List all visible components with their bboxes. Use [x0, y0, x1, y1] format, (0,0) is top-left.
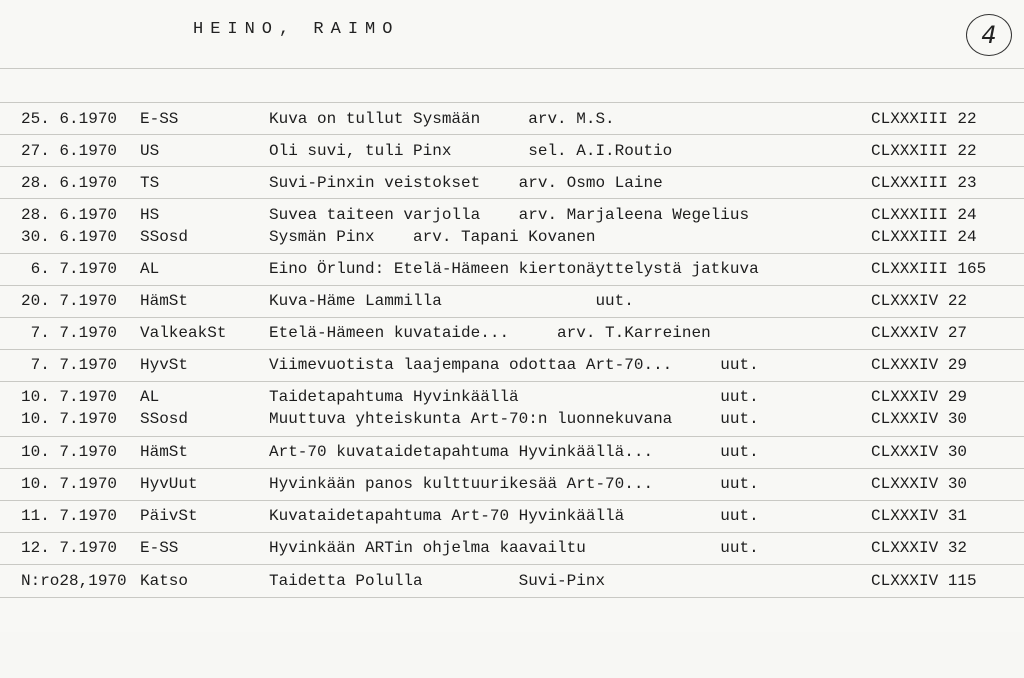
divider [0, 349, 1024, 350]
entry-row [0, 290, 1024, 312]
entry-row [0, 172, 1024, 194]
entry-row [0, 258, 1024, 280]
entry-date: 30. 6.1970 [21, 228, 118, 246]
entry-title: Suvea taiteen varjolla arv. Marjaleena Wegelius [269, 206, 750, 224]
entry-row [0, 473, 1024, 495]
entry-source: HyvUut [140, 475, 198, 493]
entry-row [0, 386, 1024, 408]
entry-reference: CLXXXIV 115 [871, 572, 977, 590]
entry-source: HämSt [140, 443, 189, 461]
entry-reference: CLXXXIV 30 [871, 475, 968, 493]
divider [0, 198, 1024, 199]
page-number-mark: 4 [966, 14, 1012, 56]
entry-date: 28. 6.1970 [21, 206, 118, 224]
entry-date: 27. 6.1970 [21, 142, 118, 160]
entry-reference: CLXXXIV 30 [871, 443, 968, 461]
entry-reference: CLXXXIII 24 [871, 206, 977, 224]
entry-date: 10. 7.1970 [21, 410, 118, 428]
entry-date: 7. 7.1970 [21, 356, 118, 374]
entry-reference: CLXXXIII 22 [871, 110, 977, 128]
entry-row [0, 537, 1024, 559]
entry-reference: CLXXXIV 29 [871, 388, 968, 406]
entry-source: SSosd [140, 228, 189, 246]
entry-source: SSosd [140, 410, 189, 428]
entry-title: Eino Örlund: Etelä-Hämeen kiertonäyttelystä jatkuva [269, 260, 759, 278]
entry-title: Etelä-Hämeen kuvataide... arv. T.Karreinen [269, 324, 711, 342]
entry-reference: CLXXXIII 23 [871, 174, 977, 192]
entry-source: HämSt [140, 292, 189, 310]
entry-source: E-SS [140, 110, 179, 128]
divider [0, 564, 1024, 565]
entry-date: 25. 6.1970 [21, 110, 118, 128]
divider [0, 166, 1024, 167]
entry-source: Katso [140, 572, 189, 590]
entry-date: 10. 7.1970 [21, 443, 118, 461]
entry-title: Taidetapahtuma Hyvinkäällä uut. [269, 388, 759, 406]
entry-source: ValkeakSt [140, 324, 227, 342]
entry-reference: CLXXXIV 32 [871, 539, 968, 557]
entry-row [0, 408, 1024, 430]
entry-date: 6. 7.1970 [21, 260, 118, 278]
entry-reference: CLXXXIV 22 [871, 292, 968, 310]
entry-title: Viimevuotista laajempana odottaa Art-70... uut. [269, 356, 759, 374]
entry-title: Kuvataidetapahtuma Art-70 Hyvinkäällä uut. [269, 507, 759, 525]
entry-title: Sysmän Pinx arv. Tapani Kovanen [269, 228, 596, 246]
entry-title: Taidetta Polulla Suvi-Pinx [269, 572, 606, 590]
entry-row [0, 108, 1024, 130]
entry-title: Kuva-Häme Lammilla uut. [269, 292, 634, 310]
entry-reference: CLXXXIV 27 [871, 324, 968, 342]
entry-date: 10. 7.1970 [21, 475, 118, 493]
entry-row [0, 570, 1024, 592]
entry-date: 10. 7.1970 [21, 388, 118, 406]
entry-title: Hyvinkään panos kulttuurikesää Art-70... uut. [269, 475, 759, 493]
entry-title: Oli suvi, tuli Pinx sel. A.I.Routio [269, 142, 673, 160]
entry-source: E-SS [140, 539, 179, 557]
entry-title: Hyvinkään ARTin ohjelma kaavailtu uut. [269, 539, 759, 557]
entry-source: HS [140, 206, 160, 224]
entry-date: 7. 7.1970 [21, 324, 118, 342]
divider [0, 68, 1024, 69]
entry-title: Art-70 kuvataidetapahtuma Hyvinkäällä... uut. [269, 443, 759, 461]
entry-reference: CLXXXIV 31 [871, 507, 968, 525]
entry-title: Suvi-Pinxin veistokset arv. Osmo Laine [269, 174, 663, 192]
divider [0, 468, 1024, 469]
divider [0, 532, 1024, 533]
entry-title: Muuttuva yhteiskunta Art-70:n luonnekuvana uut. [269, 410, 759, 428]
divider [0, 597, 1024, 598]
entry-source: HyvSt [140, 356, 189, 374]
divider [0, 134, 1024, 135]
entry-row [0, 322, 1024, 344]
entry-row [0, 226, 1024, 248]
divider [0, 436, 1024, 437]
entry-reference: CLXXXIII 22 [871, 142, 977, 160]
entry-date: 28. 6.1970 [21, 174, 118, 192]
entry-row [0, 204, 1024, 226]
divider [0, 381, 1024, 382]
entry-date: 20. 7.1970 [21, 292, 118, 310]
entry-reference: CLXXXIV 30 [871, 410, 968, 428]
divider [0, 317, 1024, 318]
divider [0, 500, 1024, 501]
entry-source: US [140, 142, 160, 160]
entry-date: 12. 7.1970 [21, 539, 118, 557]
entry-source: AL [140, 388, 160, 406]
divider [0, 285, 1024, 286]
entry-row [0, 505, 1024, 527]
entry-source: AL [140, 260, 160, 278]
entry-source: TS [140, 174, 160, 192]
entry-reference: CLXXXIII 165 [871, 260, 987, 278]
divider [0, 102, 1024, 103]
entry-row [0, 140, 1024, 162]
entry-reference: CLXXXIV 29 [871, 356, 968, 374]
entry-reference: CLXXXIII 24 [871, 228, 977, 246]
card-heading: HEINO, RAIMO [193, 20, 400, 39]
entry-title: Kuva on tullut Sysmään arv. M.S. [269, 110, 615, 128]
entry-date: N:ro28,1970 [21, 572, 127, 590]
entry-date: 11. 7.1970 [21, 507, 118, 525]
entry-row [0, 441, 1024, 463]
entry-row [0, 354, 1024, 376]
entry-source: PäivSt [140, 507, 198, 525]
divider [0, 253, 1024, 254]
